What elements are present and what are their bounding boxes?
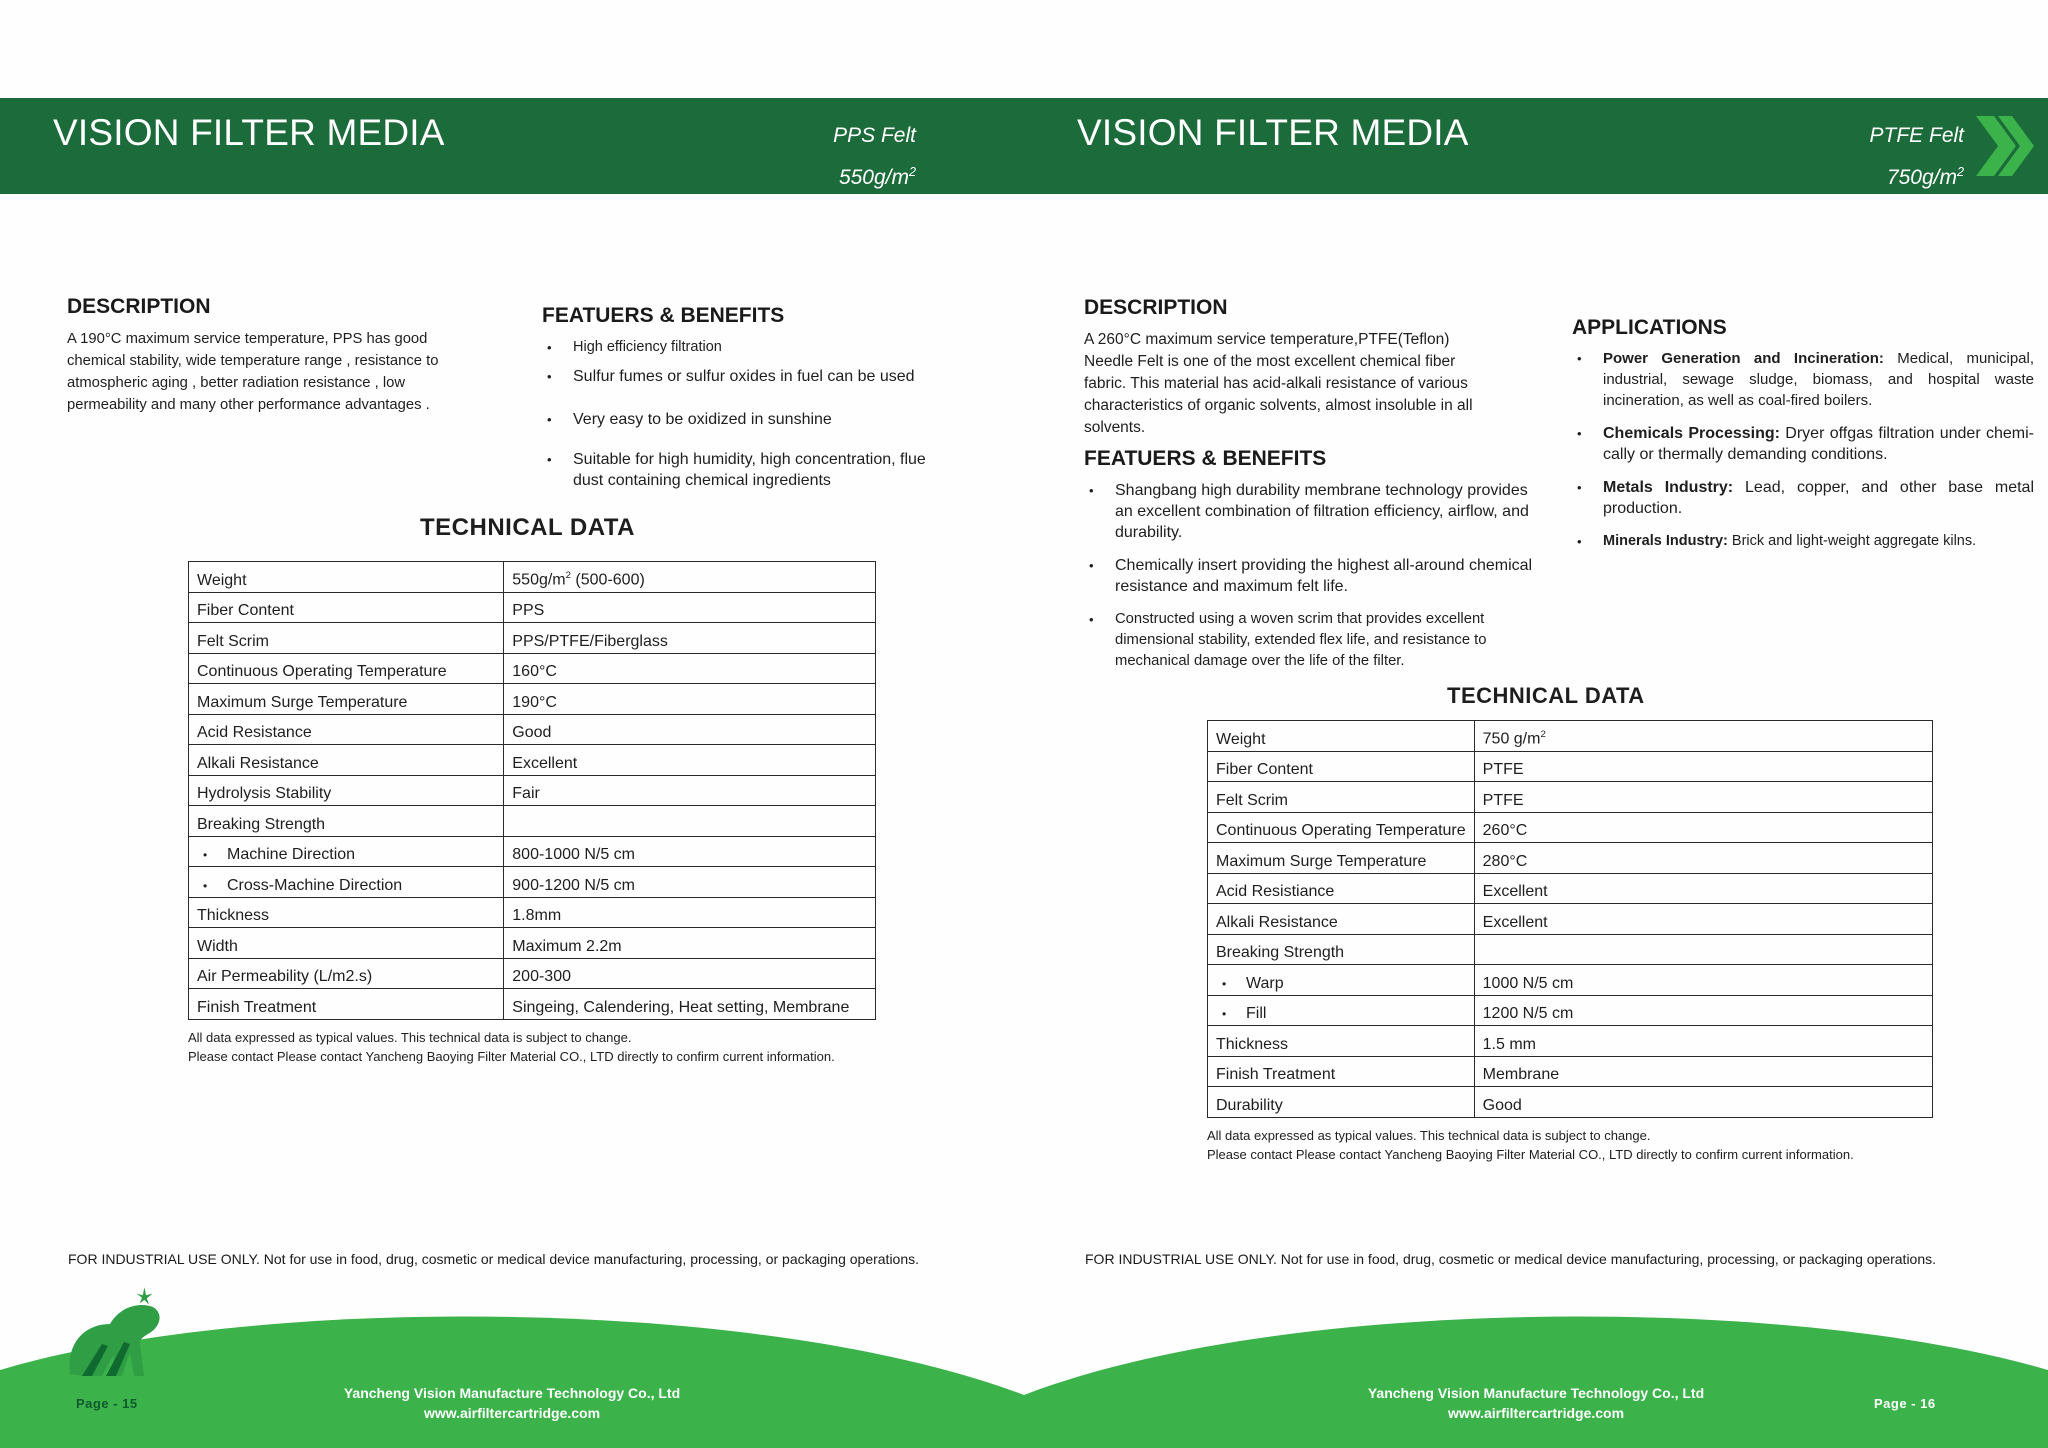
elephant-logo-icon [62, 1284, 182, 1384]
description-line: atmospheric aging , better radiation resistance , low [67, 375, 406, 391]
double-chevron-right-icon [1972, 112, 2038, 180]
property-label: Weight [1216, 730, 1266, 748]
value-cell [504, 958, 876, 989]
property-cell [189, 928, 504, 959]
value-cell [1474, 751, 1932, 782]
features-heading: FEATUERS & BENEFITS [1084, 447, 1327, 470]
bullet-item-text: Brick and light-weight aggregate kilns. [1727, 533, 1977, 549]
table-row [189, 836, 876, 867]
product-weight: $550g/m^2$ [838, 165, 916, 189]
property-value: 1200 N/5 cm [1482, 1005, 1574, 1022]
header-banner [1024, 98, 2048, 194]
property-cell [189, 836, 504, 867]
description-heading: DESCRIPTION [1084, 296, 1228, 319]
product-name: PPS Felt [833, 124, 916, 147]
value-cell [1474, 904, 1932, 935]
property-cell [1208, 751, 1475, 782]
bullet-icon: • [1222, 1007, 1227, 1021]
value-cell [504, 836, 876, 867]
bullet-item-text: Dryer offgas filtration under chemi-cally or thermally demanding conditions. [1603, 425, 2034, 463]
value-cell [1474, 1087, 1932, 1118]
company-info [312, 1383, 712, 1423]
features-heading: FEATUERS & BENEFITS [542, 304, 785, 327]
property-label: Durability [1216, 1096, 1283, 1114]
property-cell [1208, 782, 1475, 813]
table-row [189, 775, 876, 806]
property-label: Acid Resistiance [1216, 883, 1335, 900]
table-row [1208, 1056, 1933, 1087]
value-cell [504, 684, 876, 715]
property-label: Fiber Content [1216, 761, 1313, 778]
bullet-item-text: Lead, copper, and other base metal production. [1603, 479, 2034, 517]
note-line: All data expressed as typical values. This technical data is subject to change. [188, 1030, 632, 1045]
value-cell [504, 775, 876, 806]
property-label: Breaking Strength [197, 815, 326, 833]
company-website[interactable]: www.airfiltercartridge.com [423, 1405, 601, 1421]
property-label: Continuous Operating Temperature [1216, 822, 1466, 839]
note-line: Please contact Please contact Yancheng Baoying Filter Material CO., LTD directly to confirm current information. [188, 1049, 835, 1064]
value-cell [504, 897, 876, 928]
property-label: Weight [197, 571, 247, 589]
property-cell [1208, 934, 1475, 965]
bullet-item [1572, 348, 2034, 411]
description-line: A 190°C maximum service temperature, PPS has good [67, 331, 428, 347]
property-value: Singeing, Calendering, Heat setting, Membrane [512, 998, 850, 1016]
brand-title: VISION FILTER MEDIA [1077, 112, 1469, 153]
table-row [189, 592, 876, 623]
property-label: Air Permeability (L/m2.s) [197, 968, 373, 985]
company-name: Yancheng Vision Manufacture Technology Co., Ltd [343, 1385, 681, 1401]
property-value: 550g/m [512, 571, 566, 589]
property-cell [189, 653, 504, 684]
table-row [1208, 812, 1933, 843]
property-cell [189, 745, 504, 776]
description-line: permeability and many other performance advantages . [67, 397, 430, 413]
property-cell [1208, 843, 1475, 874]
table-row [189, 684, 876, 715]
page-16 [1024, 0, 2048, 1448]
features-list [542, 337, 952, 491]
bullet-icon: • [203, 848, 208, 862]
property-cell [189, 562, 504, 593]
value-cell [1474, 965, 1932, 996]
property-cell [1208, 873, 1475, 904]
product-name: PTFE Felt [1869, 124, 1964, 147]
property-value: Excellent [1482, 883, 1548, 900]
bullet-item: • Suitable for high humidity, high concentration, flue dust containing chemical ingredients [542, 449, 952, 491]
page-number: Page - 16 [1874, 1396, 1936, 1411]
bullet-item [1572, 423, 2034, 465]
table-row [189, 745, 876, 776]
value-cell [1474, 1026, 1932, 1057]
description-line: solvents. [1084, 419, 1146, 436]
property-label: Machine Direction [227, 846, 356, 863]
value-cell [504, 989, 876, 1020]
property-cell [189, 623, 504, 654]
table-row [189, 653, 876, 684]
table-row [1208, 843, 1933, 874]
table-row [189, 867, 876, 898]
table-row [189, 958, 876, 989]
description-line: A 260°C maximum service temperature,PTFE(Teflon) [1084, 331, 1450, 348]
bullet-item [1572, 531, 2034, 552]
value-cell [504, 623, 876, 654]
property-value: Excellent [512, 754, 578, 772]
table-row [189, 714, 876, 745]
description-text [67, 328, 487, 416]
property-label: Width [197, 937, 238, 955]
table-row [1208, 995, 1933, 1026]
unit-superscript: 2 [1540, 729, 1546, 741]
property-value: 190°C [512, 693, 557, 711]
bullet-item: • Constructed using a woven scrim that provides excellent dimensional stability, extended flex life, and resistance to mechanical damage over the life of the filter. [1084, 609, 1546, 672]
technical-data-title: TECHNICAL DATA [1447, 683, 1645, 708]
property-cell [1208, 965, 1475, 996]
property-label: Acid Resistance [197, 724, 312, 741]
property-label: Finish Treatment [1216, 1066, 1336, 1083]
description-heading: DESCRIPTION [67, 295, 211, 318]
table-row [189, 897, 876, 928]
bullet-item-title: Minerals Industry: [1603, 533, 1728, 549]
property-value: 800-1000 N/5 cm [512, 846, 635, 863]
property-value: Good [1482, 1096, 1522, 1114]
property-value: 280°C [1482, 852, 1528, 870]
property-label: Maximum Surge Temperature [1216, 852, 1427, 870]
property-value: Good [512, 724, 552, 741]
property-cell [1208, 721, 1475, 752]
property-label: Alkali Resistance [197, 754, 319, 772]
value-cell [1474, 812, 1932, 843]
property-value: Fair [512, 785, 540, 802]
description-line: characteristics of organic solvents, almost insoluble in all [1084, 397, 1473, 414]
value-cell [504, 928, 876, 959]
value-cell [504, 653, 876, 684]
bullet-item: • Sulfur fumes or sulfur oxides in fuel can be used [542, 366, 952, 387]
bullet-item: • Shangbang high durability membrane technology provides an excellent combination of filtration efficiency, airflow, and durability. [1084, 480, 1546, 543]
table-row [1208, 1087, 1933, 1118]
property-label: Felt Scrim [1216, 791, 1288, 809]
value-cell [504, 592, 876, 623]
footer-wave [1024, 1300, 2048, 1448]
applications-heading: APPLICATIONS [1572, 316, 1727, 339]
property-label: Warp [1246, 974, 1284, 992]
product-label [716, 118, 916, 196]
property-label: Thickness [1216, 1035, 1289, 1053]
header-banner [0, 98, 1024, 194]
technical-data-table [188, 561, 876, 1020]
industrial-use-disclaimer: FOR INDUSTRIAL USE ONLY. Not for use in food, drug, cosmetic or medical device manufacturing, processing, or packaging operations. [68, 1251, 920, 1267]
property-value: Maximum 2.2m [512, 937, 622, 955]
brand-title: VISION FILTER MEDIA [53, 112, 445, 153]
value-cell [1474, 995, 1932, 1026]
bullet-item: • Very easy to be oxidized in sunshine [542, 409, 952, 430]
table-row [1208, 751, 1933, 782]
property-value: 1000 N/5 cm [1482, 974, 1574, 992]
property-value: 1.5 mm [1482, 1035, 1536, 1053]
table-row [189, 623, 876, 654]
company-info [1336, 1383, 1736, 1423]
property-value: 260°C [1482, 822, 1528, 839]
table-row [189, 989, 876, 1020]
table-row [189, 562, 876, 593]
value-cell [1474, 934, 1932, 965]
value-cell [1474, 721, 1932, 752]
property-value: PTFE [1482, 791, 1524, 809]
bullet-item-title: Power Generation and Incineration: [1603, 350, 1884, 367]
value-cell [504, 562, 876, 593]
product-weight: $750g/m^2$ [1886, 165, 1964, 189]
property-value: 750 g/m [1482, 730, 1541, 748]
table-row [1208, 721, 1933, 752]
industrial-use-disclaimer: FOR INDUSTRIAL USE ONLY. Not for use in food, drug, cosmetic or medical device manufacturing, processing, or packaging operations. [1085, 1251, 1937, 1267]
description-line: chemical stability, wide temperature range , resistance to [67, 353, 439, 369]
property-cell [189, 684, 504, 715]
table-row [1208, 873, 1933, 904]
technical-data-title: TECHNICAL DATA [420, 514, 635, 541]
property-cell [1208, 1026, 1475, 1057]
property-cell [1208, 995, 1475, 1026]
table-row [1208, 782, 1933, 813]
description-text [1084, 329, 1504, 439]
property-label: Felt Scrim [197, 632, 269, 650]
table-row [1208, 934, 1933, 965]
company-website[interactable]: www.airfiltercartridge.com [1447, 1405, 1625, 1421]
property-cell [1208, 904, 1475, 935]
data-note [188, 1028, 835, 1066]
property-value: PPS/PTFE/Fiberglass [512, 632, 668, 650]
value-cell [504, 867, 876, 898]
property-cell [1208, 1087, 1475, 1118]
product-label [1764, 118, 1964, 196]
property-label: Thickness [197, 907, 270, 924]
property-label: Fill [1246, 1005, 1267, 1022]
value-cell [504, 745, 876, 776]
table-row [1208, 904, 1933, 935]
property-cell [189, 989, 504, 1020]
property-cell [189, 775, 504, 806]
description-line: Needle Felt is one of the most excellent chemical fiber [1084, 353, 1456, 370]
property-label: Hydrolysis Stability [197, 785, 332, 802]
property-value: PPS [512, 602, 545, 619]
bullet-item-title: Chemicals Processing: [1603, 425, 1780, 442]
bullet-icon: • [203, 878, 208, 893]
property-cell [189, 714, 504, 745]
note-line: Please contact Please contact Yancheng Baoying Filter Material CO., LTD directly to confirm current information. [1207, 1147, 1854, 1162]
value-cell [1474, 1056, 1932, 1087]
table-row [189, 928, 876, 959]
property-cell [189, 867, 504, 898]
property-value: 900-1200 N/5 cm [512, 876, 635, 894]
property-cell [189, 958, 504, 989]
property-label: Maximum Surge Temperature [197, 693, 408, 711]
bullet-item [1572, 477, 2034, 519]
unit-superscript: 2 [565, 570, 571, 582]
value-cell [504, 714, 876, 745]
bullet-item-text: Medical, municipal, industrial, sewage sludge, biomass, and hospital waste incineration, as well as coal-fired boilers. [1603, 350, 2035, 409]
data-note [1207, 1126, 1854, 1164]
bullet-item: • High efficiency filtration [542, 337, 952, 358]
technical-data-table [1207, 720, 1933, 1118]
property-value: Excellent [1482, 913, 1548, 931]
property-value: 200-300 [512, 968, 571, 985]
value-cell [1474, 782, 1932, 813]
company-name: Yancheng Vision Manufacture Technology Co., Ltd [1367, 1385, 1705, 1401]
property-value: 1.8mm [512, 907, 562, 924]
property-label: Cross-Machine Direction [227, 876, 403, 894]
table-row [1208, 965, 1933, 996]
bullet-icon: • [1222, 976, 1227, 991]
note-line: All data expressed as typical values. This technical data is subject to change. [1207, 1128, 1651, 1143]
table-row [189, 806, 876, 837]
property-label: Finish Treatment [197, 998, 317, 1016]
property-label: Breaking Strength [1216, 944, 1345, 961]
property-value: PTFE [1482, 761, 1524, 778]
applications-list [1572, 348, 2034, 552]
property-cell [1208, 1056, 1475, 1087]
value-cell [504, 806, 876, 837]
page-number: Page - 15 [76, 1396, 138, 1411]
description-line: fabric. This material has acid-alkali resistance of various [1084, 375, 1468, 392]
property-label: Fiber Content [197, 602, 294, 619]
value-range: (500-600) [570, 571, 645, 589]
bullet-item: • Chemically insert providing the highest all-around chemical resistance and maximum felt life. [1084, 555, 1546, 597]
property-cell [189, 897, 504, 928]
property-label: Alkali Resistance [1216, 913, 1338, 931]
value-cell [1474, 873, 1932, 904]
bullet-item-title: Metals Industry: [1603, 479, 1734, 496]
property-value: Membrane [1482, 1066, 1560, 1083]
property-value: 160°C [512, 663, 557, 680]
property-cell [1208, 812, 1475, 843]
table-row [1208, 1026, 1933, 1057]
features-list [1084, 480, 1546, 672]
property-label: Continuous Operating Temperature [197, 663, 447, 680]
property-cell [189, 806, 504, 837]
property-cell [189, 592, 504, 623]
value-cell [1474, 843, 1932, 874]
